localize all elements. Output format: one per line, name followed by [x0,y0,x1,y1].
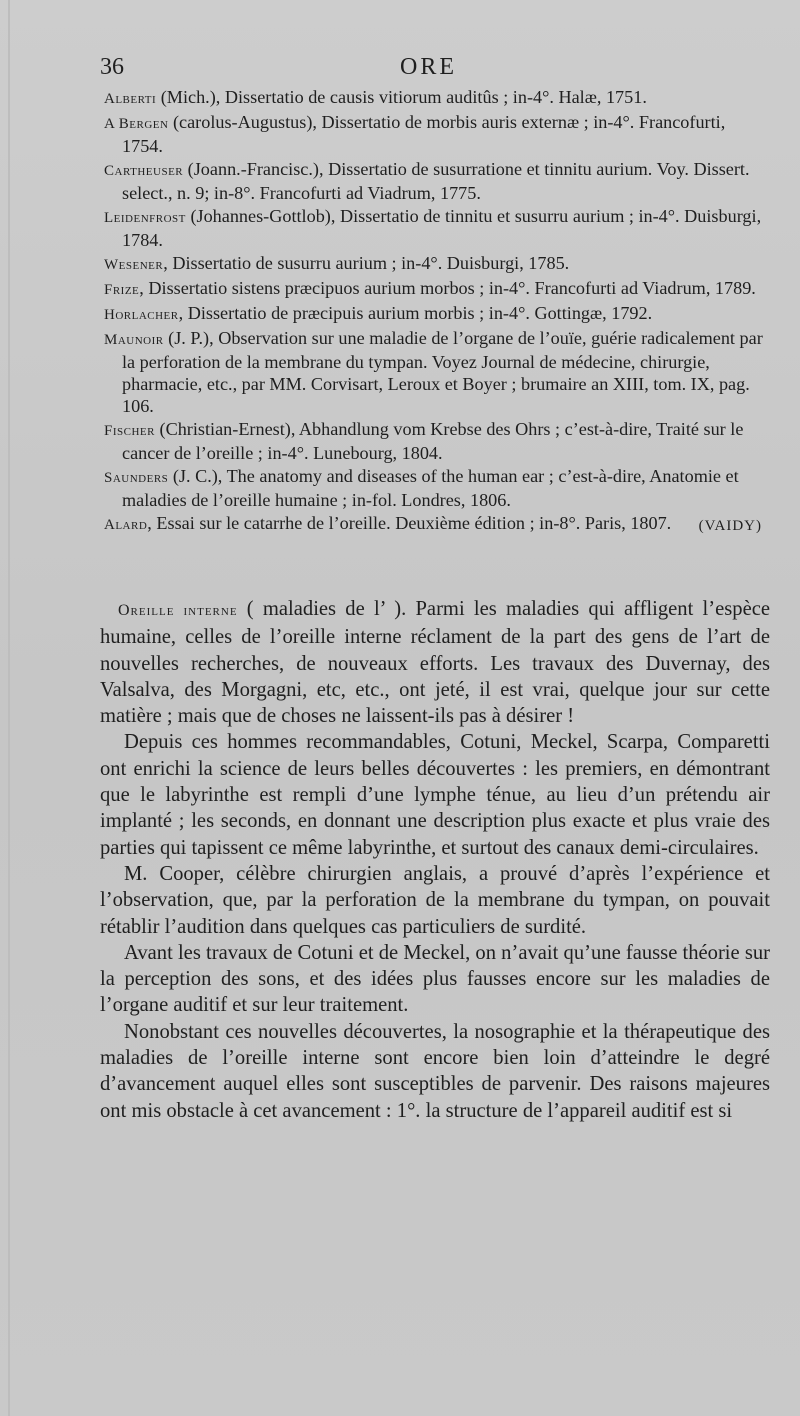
entry-text: , Dissertatio de præcipuis aurium morbis ; in-4°. Gottingæ, 1792. [178,303,653,323]
author-name: Horlacher [104,307,179,323]
paragraph-text: Parmi les maladies qui affligent l’espèce humaine, celles de l’oreille interne réclament de la part des gens de l’art de nouvelles recherches, de nouveaux efforts. Les travaux des Duvernay, des Valsalva, des Morgagni, etc, etc., ont jeté, il est vrai, quelque jour sur cette matière ; mais que de choses ne laissent-ils pas à désirer ! [100,598,771,728]
bibliography-entry [104,418,768,464]
author-name: Cartheuser [104,163,184,179]
article-paragraph: Depuis ces hommes recommandables, Cotuni, Meckel, Scarpa, Comparetti ont enrichi la science de leurs belles découvertes : les premiers, en démontrant que le labyrinthe est rempli d’une lymphe ténue, au lieu d’un prétendu air implanté ; les seconds, en donnant une description plus exacte et plus vraie des parties qui tapissent ce même labyrinthe, et surtout des canaux demi-circulaires. [100,731,770,859]
entry-text: (carolus-Augustus), Dissertatio de morbis auris externæ ; in-4°. Francofurti, 1754. [122,112,726,156]
bibliography-entry [104,111,768,157]
author-name: Alberti [104,91,157,107]
bibliography-entry [104,205,768,251]
bibliography-entry [104,327,768,417]
page-number: 36 [100,54,124,80]
entry-text: (Johannes-Gottlob), Dissertatio de tinnitu et susurru aurium ; in-4°. Duisburgi, 1784. [122,206,762,250]
bibliography-entry [104,302,768,326]
entry-text: (Christian-Ernest), Abhandlung vom Krebse des Ohrs ; c’est-à-dire, Traité sur le cancer de l’oreille ; in-4°. Lunebourg, 1804. [122,419,744,463]
author-name: Saunders [104,470,169,486]
term-suffix: ( maladies de l’ ). [237,598,416,620]
entry-text: (J. P.), Observation sur une maladie de l’organe de l’ouïe, guérie radicalement par la perforation de la membrane du tympan. Voyez Journal de médecine, chirurgie, pharmacie, etc., par MM. Corvisart, Leroux et Boyer ; brumaire an XIII, tom. IX, pag. 106. [122,328,763,416]
article-paragraph: M. Cooper, célèbre chirurgien anglais, a prouvé d’après l’expérience et l’observation, que, par la perforation de la membrane du tympan, on pouvait rétablir l’audition dans quelques cas particuliers de surdité. [100,862,770,938]
author-name: A Bergen [104,116,169,132]
bibliography-entry [104,465,768,511]
article-paragraph [100,596,770,729]
bibliography-entry [104,252,768,276]
entry-text: , Dissertatio sistens præcipuos aurium morbos ; in-4°. Francofurti ad Viadrum, 1789. [139,278,756,298]
author-name: Maunoir [104,332,164,348]
author-name: Frize [104,282,140,298]
article-term: Oreille interne [118,602,238,619]
bibliography-list [104,86,768,537]
running-head: ORE [400,54,457,80]
author-name: Leidenfrost [104,210,186,226]
article-body [100,596,770,1124]
entry-text: , Essai sur le catarrhe de l’oreille. Deuxième édition ; in-8°. Paris, 1807. [147,513,672,533]
page-edge-shadow [8,0,10,1416]
author-name: Alard [104,517,148,533]
article-paragraph: Nonobstant ces nouvelles découvertes, la nosographie et la thérapeutique des maladies de l’oreille interne sont encore bien loin d’atteindre le degré d’avancement auquel elles sont susceptibles de parvenir. Des raisons majeures ont mis obstacle à cet avancement : 1°. la structure de l’appareil auditif est si [100,1020,770,1122]
bibliography-entry [104,86,768,110]
bibliography-entry [104,512,768,536]
bibliography-entry [104,277,768,301]
article-paragraph: Avant les travaux de Cotuni et de Meckel, on n’avait qu’une fausse théorie sur la perception des sons, et des idées plus fausses encore sur les maladies de l’organe auditif et sur leur traitement. [100,941,770,1017]
author-signature: (VAIDY) [698,518,762,534]
author-name: Fischer [104,423,155,439]
bibliography-entry [104,158,768,204]
entry-text: (Joann.-Francisc.), Dissertatio de susurratione et tinnitu aurium. Voy. Dissert. select., n. 9; in-8°. Francofurti ad Viadrum, 1775. [122,159,750,203]
author-name: Wesener [104,257,164,273]
entry-text: (Mich.), Dissertatio de causis vitiorum auditûs ; in-4°. Halæ, 1751. [156,87,647,107]
entry-text: (J. C.), The anatomy and diseases of the human ear ; c’est-à-dire, Anatomie et maladies de l’oreille humaine ; in-fol. Londres, 1806. [122,466,739,510]
entry-text: , Dissertatio de susurru aurium ; in-4°. Duisburgi, 1785. [163,253,570,273]
page-header [100,54,760,84]
